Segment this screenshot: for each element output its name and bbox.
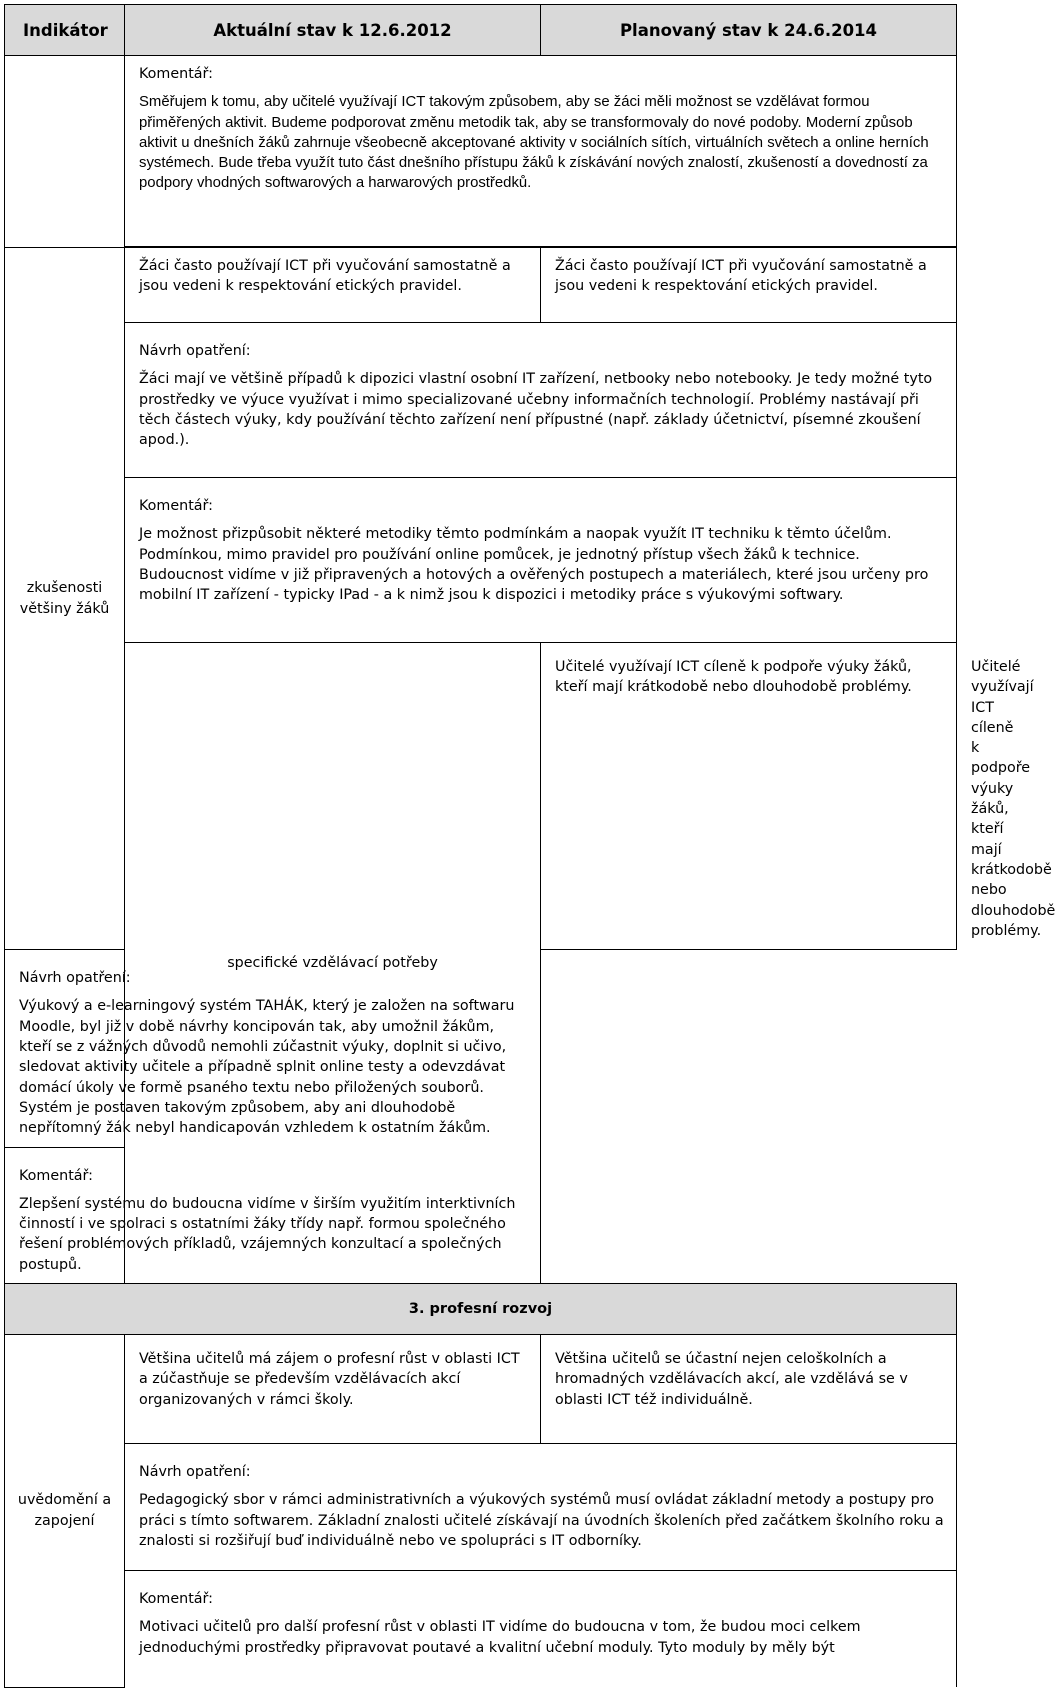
comment-label: Komentář: <box>139 1591 214 1608</box>
indicator-cell-empty <box>5 56 125 248</box>
section-title: 3. profesní rozvoj <box>5 1284 957 1335</box>
comment-cell <box>125 478 957 643</box>
table-row <box>5 1147 957 1283</box>
current-state-cell: Žáci často používají ICT při vyučování samostatně a jsou vedeni k respektování etických pravidel. <box>125 248 541 323</box>
table-row <box>5 950 957 1147</box>
comment-text: Zlepšení systému do budoucna vidíme v širším využitím interktivních činností i ve spolraci s ostatními žáky třídy např. formou společného řešení problémových příkladů, vzájemných konzultací a společných postupů. <box>19 1195 516 1273</box>
comment-cell <box>125 1571 957 1688</box>
table-row <box>5 56 957 247</box>
comment-text: Motivaci učitelů pro další profesní růst v oblasti IT vidíme do budoucna v tom, že budou moci celkem jednoduchými prostředky připravovat poutavé a kvalitní učební moduly. Tyto moduly by měly být <box>139 1619 861 1656</box>
section-header-row <box>5 1284 957 1335</box>
comment-label: Komentář: <box>139 66 214 82</box>
table-row <box>5 248 957 323</box>
measure-text: Pedagogický sbor v rámci administrativních a výukových systémů musí ovládat základní metody a postupy pro práci s tímto softwarem. Základní znalosti učitelé získávají na úvodních školeních před začátkem školního roku a znalosti si rozšiřují buď individuálně nebo ve spolupráci s IT odborníky. <box>139 1492 944 1549</box>
current-state-cell: Většina učitelů má zájem o profesní růst v oblasti ICT a zúčastňuje se především vzdělávacích akcí organizovaných v rámci školy. <box>125 1335 541 1444</box>
indicator-label: uvědomění a zapojení <box>5 1335 125 1688</box>
header-planned-state: Planovaný stav k 24.6.2014 <box>541 5 957 56</box>
comment-label: Komentář: <box>19 1167 94 1184</box>
table-row <box>5 478 957 643</box>
table-row <box>5 1335 957 1444</box>
measure-label: Návrh opatření: <box>139 1464 251 1481</box>
table-row <box>5 1571 957 1688</box>
measure-label: Návrh opatření: <box>19 970 131 987</box>
indicator-label: specifické vzdělávací potřeby <box>125 643 541 1284</box>
table-header-row <box>5 5 957 56</box>
indicator-label: zkušenosti většiny žáků <box>5 248 125 950</box>
table-row: specifické vzdělávací potřeby Učitelé využívají ICT cíleně k podpoře výuky žáků, kteří mají krátkodobě nebo dlouhodobě problémy. Učitelé využívají ICT cíleně k podpoře výuky žáků, kteří mají krátkodobě nebo dlouhodobě problémy. <box>5 643 957 950</box>
table-row <box>5 1444 957 1571</box>
measure-cell <box>125 323 957 478</box>
planned-state-cell: Většina učitelů se účastní nejen celoškolních a hromadných vzdělávacích akcí, ale vzdělává se v oblasti ICT též individuálně. <box>541 1335 957 1444</box>
measure-cell <box>5 950 541 1147</box>
header-indicator: Indikátor <box>5 5 125 56</box>
comment-cell <box>125 56 957 247</box>
current-state-cell: Učitelé využívají ICT cíleně k podpoře výuky žáků, kteří mají krátkodobě nebo dlouhodobě problémy. <box>541 643 957 950</box>
indicator-table <box>4 4 1055 1688</box>
measure-text: Výukový a e-learningový systém TAHÁK, který je založen na softwaru Moodle, byl již v době návrhy koncipován tak, aby umožnil žákům, kteří se z vážných důvodů nemohli zúčastnit výuky, doplnit si učivo, sledovat aktivity učitele a případně splnit online testy a odevzdávat domácí úkoly ve formě psaného textu nebo přiložených souborů. Systém je postaven takovým způsobem, aby ani dlouhodobě nepřítomný žák nebyl handicapován vzhledem k ostatním žákům. <box>19 998 515 1137</box>
header-current-state: Aktuální stav k 12.6.2012 <box>125 5 541 56</box>
measure-label: Návrh opatření: <box>139 343 251 359</box>
comment-cell <box>5 1147 541 1283</box>
table-row <box>5 323 957 478</box>
comment-text: Směřujem k tomu, aby učitelé využívají ICT takovým způsobem, aby se žáci měli možnost se vzdělávat formou přiměřených aktivit. Budeme podporovat změnu metodik tak, aby se transformovaly do nové podoby. Moderní způsob aktivit u dnešních žáků zahrnuje všeobecně akceptované aktivity v sociálních sítích, virtuálních světech a online herních systémech. Bude třeba využít tuto část dnešního přístupu žáků k získávání nových znalostí, zkušeností a dovedností za podpory vhodných softwarových a harwarových prostředků. <box>139 94 929 192</box>
measure-cell <box>125 1444 957 1571</box>
planned-state-cell: Žáci často používají ICT při vyučování samostatně a jsou vedeni k respektování etických pravidel. <box>541 248 957 323</box>
comment-label: Komentář: <box>139 498 214 514</box>
measure-text: Žáci mají ve většině případů k dipozici vlastní osobní IT zařízení, netbooky nebo notebooky. Je tedy možné tyto prostředky ve výuce využívat i mimo specializované učebny informačních technologií. Problémy nastávají při těch částech výuky, kdy používání těchto zařízení není přípustné (např. základy účetnictví, písemné zkoušení apod.). <box>139 371 933 449</box>
comment-text: Je možnost přizpůsobit některé metodiky těmto podmínkám a naopak využít IT techniku k těmto účelům. Podmínkou, mimo pravidel pro používání online pomůcek, je jednotný přístup všech žáků k technice. Budoucnost vidíme v již připravených a hotových a ověřených postupech a materiálech, které jsou určeny pro mobilní IT zařízení - typicky IPad - a k nimž jsou k dispozici i metodiky práce s výukovými softwary. <box>139 526 929 604</box>
